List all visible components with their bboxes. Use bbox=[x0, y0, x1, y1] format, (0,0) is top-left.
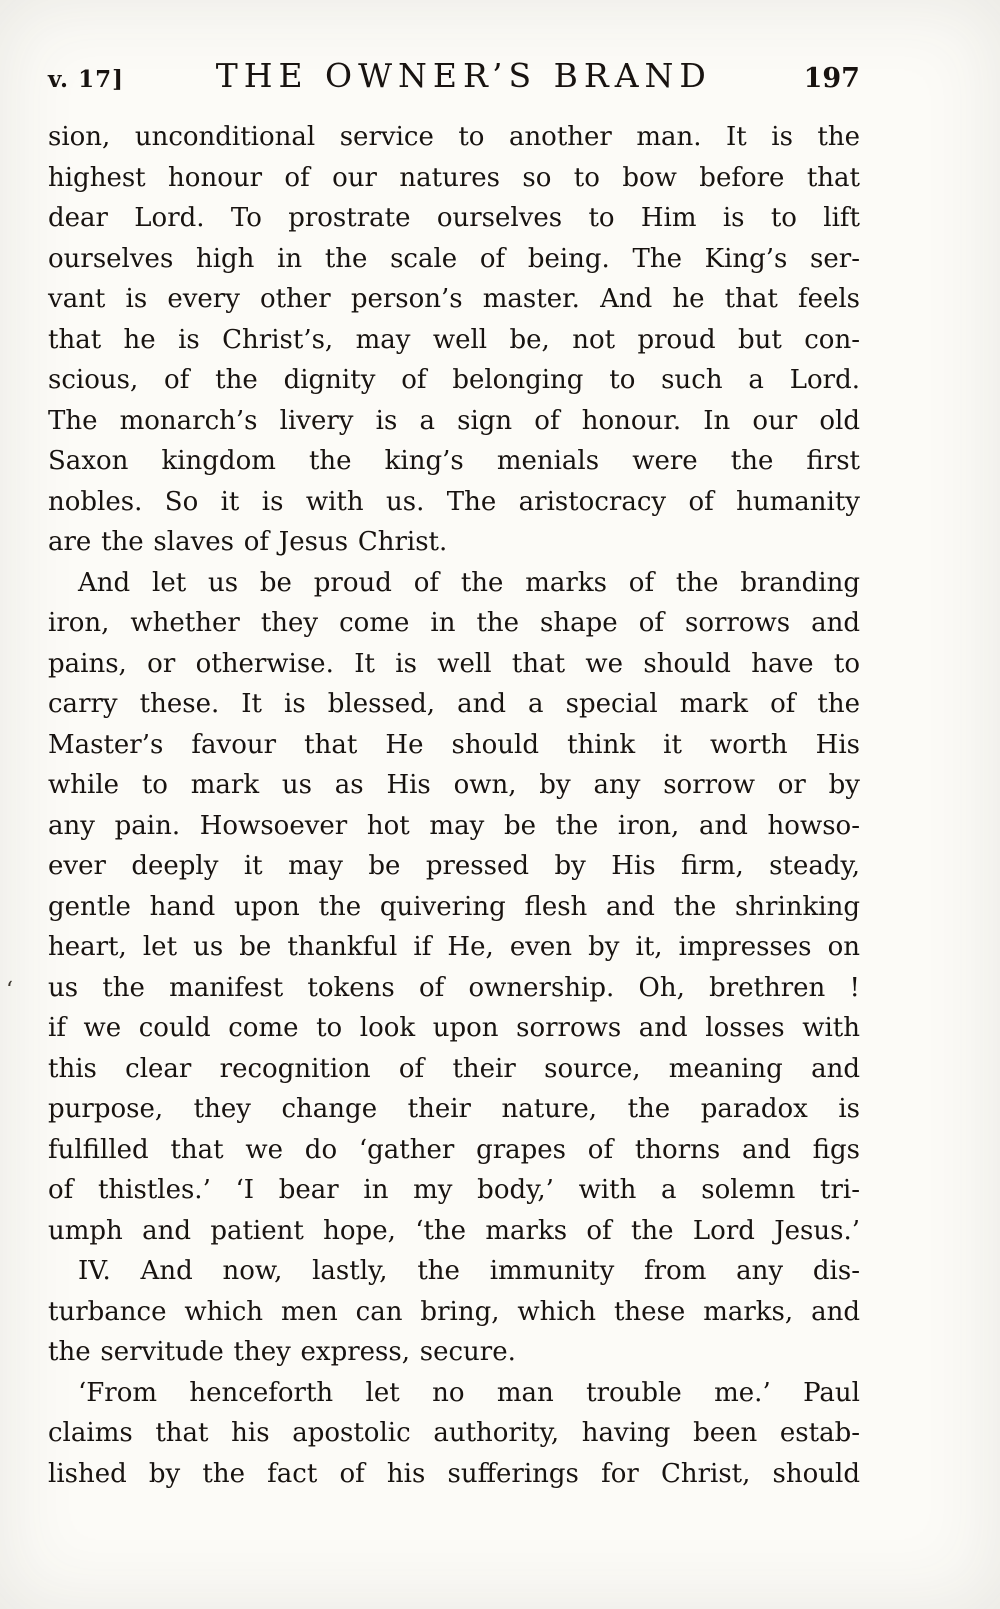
text-line: gentle hand upon the quivering flesh and the shrinking bbox=[48, 891, 860, 922]
paragraph bbox=[48, 1251, 860, 1373]
text-line: ourselves high in the scale of being. The King’s ser- bbox=[48, 243, 860, 274]
text-line: Saxon kingdom the king’s menials were the first bbox=[48, 446, 860, 476]
text-line: scious, of the dignity of belonging to such a Lord. bbox=[48, 365, 860, 395]
text-line: this clear recognition of their source, meaning and bbox=[48, 1053, 860, 1084]
paragraph bbox=[48, 563, 860, 1252]
text-line: any pain. Howsoever hot may be the iron, and howso- bbox=[48, 810, 860, 841]
text-line: IV. And now, lastly, the immunity from any dis- bbox=[78, 1256, 860, 1286]
text-line: us the manifest tokens of ownership. Oh, brethren ! bbox=[48, 972, 860, 1003]
text-line: if we could come to look upon sorrows and losses with bbox=[48, 1013, 860, 1043]
text-line: carry these. It is blessed, and a special mark of the bbox=[48, 689, 860, 719]
text-line: iron, whether they come in the shape of sorrows and bbox=[48, 608, 860, 638]
text-line: that he is Christ’s, may well be, not proud but con- bbox=[48, 324, 860, 355]
text-line: dear Lord. To prostrate ourselves to Him is to lift bbox=[48, 203, 860, 233]
text-line: ever deeply it may be pressed by His firm, steady, bbox=[48, 851, 860, 881]
text-line: heart, let us be thankful if He, even by it, impresses on bbox=[48, 932, 860, 962]
text-line: pains, or otherwise. It is well that we should have to bbox=[48, 648, 860, 679]
text-line: sion, unconditional service to another man. It is the bbox=[48, 122, 860, 152]
paragraph bbox=[48, 1373, 860, 1495]
running-head bbox=[48, 56, 860, 95]
text-line: lished by the fact of his sufferings for Christ, should bbox=[48, 1458, 860, 1489]
page-title: THE OWNER’S BRAND bbox=[215, 56, 712, 95]
stray-print-mark: ‘ bbox=[6, 978, 13, 1003]
text-line: The monarch’s livery is a sign of honour. In our old bbox=[48, 405, 860, 436]
text-line: of thistles.’ ‘I bear in my body,’ with a solemn tri- bbox=[48, 1175, 860, 1205]
text-line: Master’s favour that He should think it worth His bbox=[48, 729, 860, 760]
text-line: umph and patient hope, ‘the marks of the Lord Jesus.’ bbox=[48, 1215, 860, 1246]
text-line: highest honour of our natures so to bow before that bbox=[48, 162, 860, 193]
text-line: ‘From henceforth let no man trouble me.’ Paul bbox=[78, 1377, 860, 1408]
text-line: vant is every other person’s master. And he that feels bbox=[48, 284, 860, 314]
text-line: are the slaves of Jesus Christ. bbox=[48, 527, 448, 557]
text-line: claims that his apostolic authority, having been estab- bbox=[48, 1418, 860, 1448]
text-line: nobles. So it is with us. The aristocracy of humanity bbox=[48, 486, 860, 517]
verse-reference: v. 17] bbox=[48, 66, 124, 93]
text-line: purpose, they change their nature, the paradox is bbox=[48, 1094, 860, 1124]
body-text bbox=[48, 117, 860, 1494]
page-number: 197 bbox=[803, 63, 860, 94]
text-line: And let us be proud of the marks of the branding bbox=[78, 567, 860, 598]
text-line: turbance which men can bring, which these marks, and bbox=[48, 1296, 860, 1327]
text-line: the servitude they express, secure. bbox=[48, 1337, 516, 1367]
text-line: fulfilled that we do ‘gather grapes of thorns and figs bbox=[48, 1134, 860, 1165]
text-line: while to mark us as His own, by any sorrow or by bbox=[48, 770, 860, 800]
paragraph bbox=[48, 117, 860, 563]
